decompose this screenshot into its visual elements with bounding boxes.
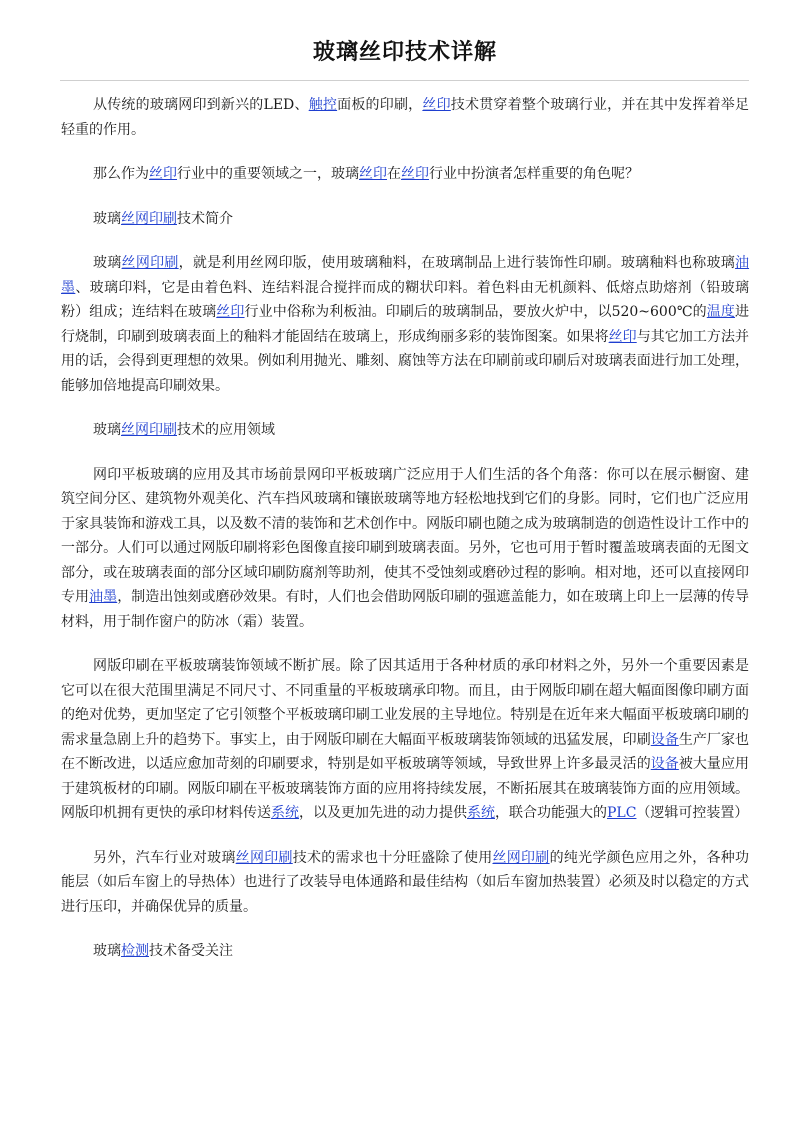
text-run: 在: [387, 166, 401, 182]
text-run: ，联合功能强大的: [495, 805, 607, 821]
keyword-link[interactable]: 设备: [650, 756, 679, 772]
text-run: 玻璃: [93, 255, 122, 271]
text-run: 那么作为: [93, 166, 149, 182]
keyword-link[interactable]: 丝印: [401, 166, 429, 182]
article-body: [61, 93, 749, 964]
text-run: 技术的需求也十分旺盛除了使用: [292, 849, 493, 866]
text-run: 与其它加工方法并用的话，会得到更理想的效果。例如利用抛光、雕刻、腐蚀等方法在印刷前或印刷后对玻璃表面进行加工处理，能够加倍地提高印刷效果。: [61, 328, 750, 394]
paragraph: [61, 463, 749, 635]
section-heading: [61, 939, 749, 964]
keyword-link[interactable]: 丝网印刷: [121, 422, 177, 438]
keyword-link[interactable]: 丝印: [422, 97, 451, 113]
page-title: 玻璃丝印技术详解: [312, 40, 497, 65]
keyword-link[interactable]: 温度: [706, 304, 735, 320]
text-run: 玻璃: [93, 210, 121, 227]
text-run: ，以及更加先进的动力提供: [299, 805, 467, 821]
text-run: 、玻璃印料，它是由着色料、连结料混合搅拌而成的糊状印料。着色料由无机颜料、低熔点助熔剂（铅玻璃粉）组成；连结料在玻璃: [61, 279, 750, 320]
keyword-link[interactable]: 检测: [121, 943, 149, 959]
keyword-link[interactable]: 丝网印刷: [121, 255, 179, 271]
text-run: ，就是利用丝网印版，使用玻璃釉料，在玻璃制品上进行装饰性印刷。玻璃釉料也称玻璃: [178, 255, 736, 271]
keyword-link[interactable]: 丝印: [149, 166, 177, 182]
text-run: ，制造出蚀刻或磨砂效果。有时，人们也会借助网版印刷的强遮盖能力，如在玻璃上印上一层薄的传导材料，用于制作窗户的防冰（霜）装置。: [61, 589, 750, 630]
text-run: 网版印刷在平板玻璃装饰领域不断扩展。除了因其适用于各种材质的承印材料之外，另外一个重要因素是它可以在很大范围里满足不同尺寸、不同重量的平板玻璃承印物。而且，由于网版印刷在超大幅面图像印刷方面的绝对优势，更加坚定了它引领整个平板玻璃印刷工业发展的主导地位。特别是在近年来大幅面平板玻璃印刷的需求量急剧上升的趋势下。事实上，由于网版印刷在大幅面平板玻璃装饰领域的迅猛发展，印刷: [61, 658, 749, 748]
text-run: 行业中的重要领域之一，玻璃: [177, 166, 359, 182]
section-heading: [61, 207, 749, 232]
text-run: 技术贯穿着整个玻璃行业，并在其中发挥着举足轻重的作用。: [61, 97, 750, 138]
paragraph: [61, 654, 749, 826]
keyword-link[interactable]: 丝印: [216, 304, 245, 320]
paragraph: [61, 846, 749, 920]
keyword-link[interactable]: 系统: [467, 805, 495, 821]
keyword-link[interactable]: 丝印: [359, 166, 387, 182]
keyword-link[interactable]: 丝网印刷: [121, 210, 177, 227]
text-run: 玻璃: [93, 422, 121, 438]
keyword-link[interactable]: 油墨: [61, 255, 750, 296]
keyword-link[interactable]: 丝网印刷: [492, 849, 550, 866]
paragraph: [61, 93, 749, 142]
text-run: 进行烧制，印刷到玻璃表面上的釉料才能固结在玻璃上，形成绚丽多彩的装饰图案。如果将: [61, 304, 749, 345]
keyword-link[interactable]: PLC: [607, 805, 637, 821]
text-run: 被大量应用于建筑板材的印刷。网版印刷在平板玻璃装饰方面的应用将持续发展，不断拓展其在玻璃装饰方面的应用领域。网版印机拥有更快的承印材料传送: [61, 756, 750, 821]
text-run: 玻璃: [93, 943, 121, 959]
text-run: 网印平板玻璃的应用及其市场前景网印平板玻璃广泛应用于人们生活的各个角落：你可以在展示橱窗、建筑空间分区、建筑物外观美化、汽车挡风玻璃和镶嵌玻璃等地方轻松地找到它们的身影。同时，它们也广泛应用于家具装饰和游戏工具，以及数不清的装饰和艺术创作中。网版印刷也随之成为玻璃制造的创造性设计工作中的一部分。人们可以通过网版印刷将彩色图像直接印刷到玻璃表面。另外，它也可用于暂时覆盖玻璃表面的无图文部分，或在玻璃表面的部分区域印刷防腐剂等助剂，使其不受蚀刻或磨砂过程的影响。相对地，还可以直接网印专用: [61, 466, 749, 605]
keyword-link[interactable]: 丝网印刷: [235, 849, 293, 866]
text-run: 技术的应用领域: [177, 422, 275, 438]
text-run: 技术备受关注: [149, 943, 233, 959]
text-run: 的纯光学颜色应用之外，各种功能层（如后车窗上的导热体）也进行了改装导电体通路和最佳结构（如后车窗加热装置）必须及时以稳定的方式进行压印，并确保优异的质量。: [61, 849, 750, 915]
title-divider: [60, 80, 749, 81]
paragraph: [61, 162, 749, 187]
text-run: 生产厂家也在不断改进，以适应愈加苛刻的印刷要求，特别是如平板玻璃等领域，导致世界上许多最灵活的: [61, 731, 750, 772]
text-run: 技术简介: [177, 210, 233, 227]
text-run: 面板的印刷，: [337, 97, 423, 113]
keyword-link[interactable]: 系统: [271, 805, 299, 821]
keyword-link[interactable]: 油墨: [89, 589, 118, 605]
text-run: 从传统的玻璃网印到新兴的LED、: [93, 97, 309, 113]
keyword-link[interactable]: 设备: [650, 731, 679, 748]
keyword-link[interactable]: 触控: [308, 97, 338, 113]
section-heading: [61, 418, 749, 443]
text-run: 另外，汽车行业对玻璃: [93, 849, 236, 866]
keyword-link[interactable]: 丝印: [608, 328, 637, 345]
text-run: 行业中俗称为利板油。印刷后的玻璃制品，要放火炉中，以520~600℃的: [244, 304, 707, 320]
text-run: （逻辑可控装置）: [636, 805, 749, 821]
paragraph: [61, 251, 749, 398]
text-run: 行业中扮演者怎样重要的角色呢？: [429, 166, 639, 182]
